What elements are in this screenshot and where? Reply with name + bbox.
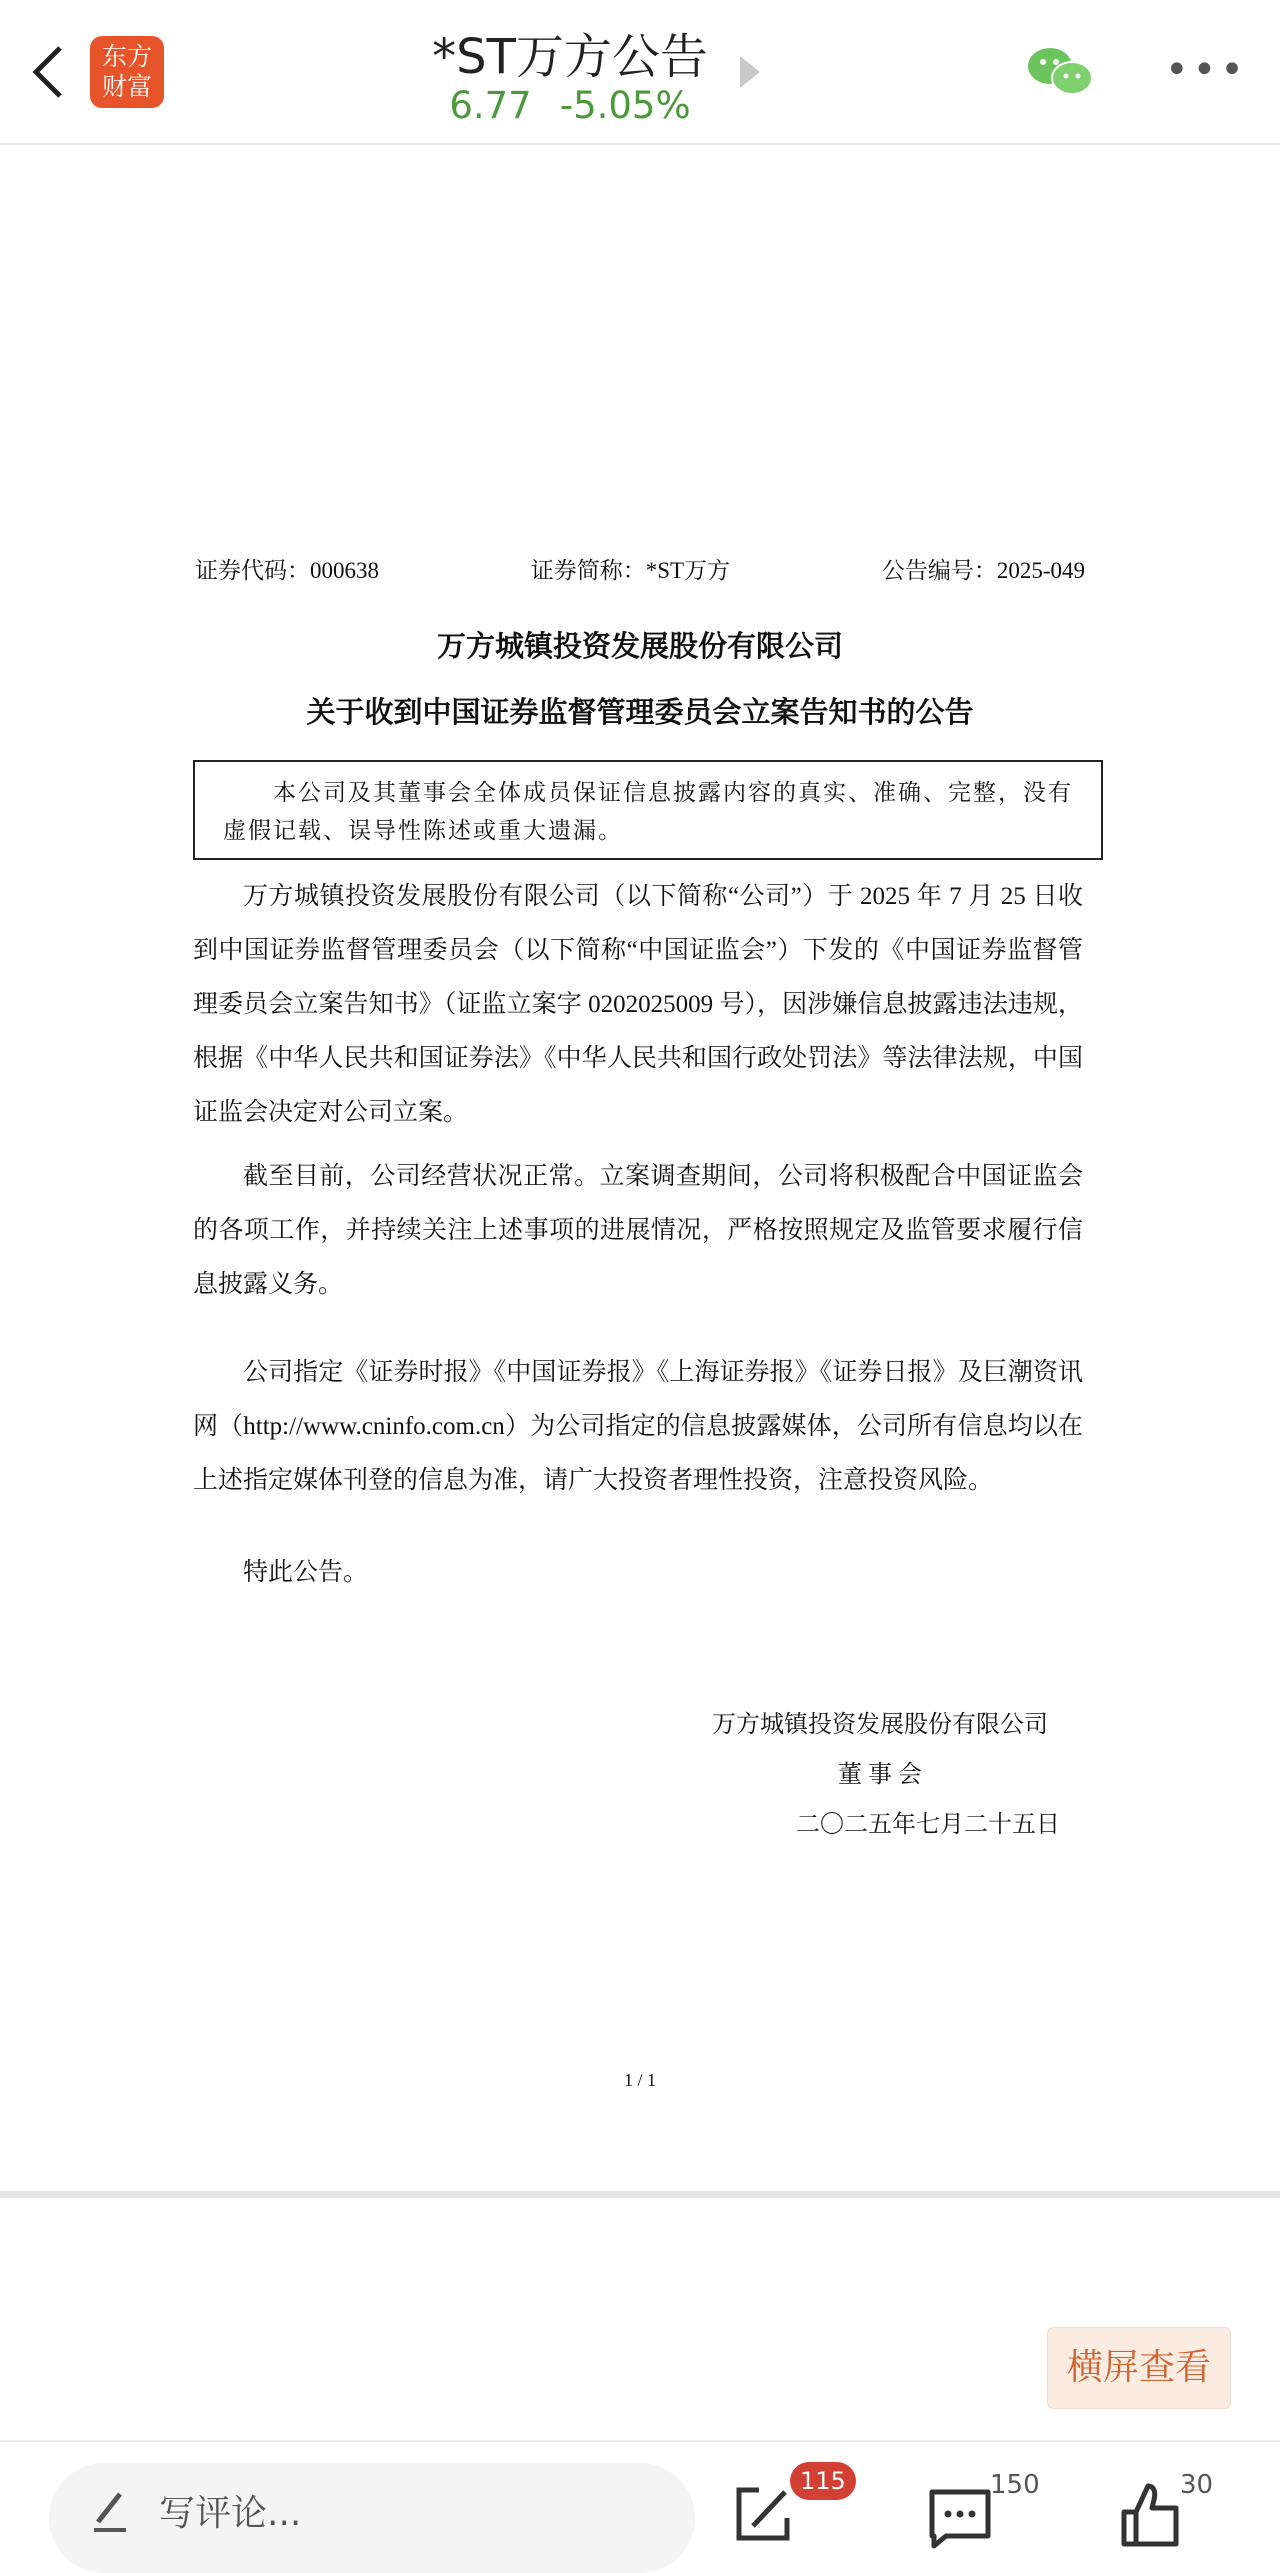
pencil-icon xyxy=(90,2488,134,2532)
divider xyxy=(0,2440,1280,2442)
notice-number: 公告编号：2025-049 xyxy=(881,558,1085,583)
share-icon[interactable] xyxy=(733,2484,793,2544)
app-logo xyxy=(90,36,164,108)
signature-board: 董 事 会 xyxy=(838,1762,922,1788)
wechat-share-icon[interactable] xyxy=(1024,44,1096,100)
paragraph: 截至目前，公司经营状况正常。立案调查期间，公司将积极配合中国证监会的各项工作，并持续关注上述事项的进展情况，严格按照规定及监管要求履行信息披露义务。 xyxy=(193,1163,1083,1298)
paragraph: 特此公告。 xyxy=(243,1559,369,1586)
comment-count: 150 xyxy=(990,2470,1040,2500)
signature xyxy=(690,1700,1070,1850)
divider xyxy=(0,2191,1280,2198)
like-icon[interactable] xyxy=(1120,2480,1184,2548)
stock-code: 证券代码：000638 xyxy=(195,558,379,583)
paragraph: 公司指定《证券时报》《中国证券报》《上海证券报》《证券日报》及巨潮资讯网（http://www.cninfo.com.cn）为公司指定的信息披露媒体，公司所有信息均以在上述指定媒体刊登的信息为准，请广大投资者理性投资，注意投资风险。 xyxy=(193,1359,1083,1494)
back-arrow-icon[interactable] xyxy=(28,42,68,102)
stock-price: 6.77 xyxy=(449,84,532,127)
landscape-view-button[interactable]: 横屏查看 xyxy=(1047,2327,1231,2409)
disclaimer-box: 本公司及其董事会全体成员保证信息披露内容的真实、准确、完整，没有虚假记载、误导性陈述或重大遗漏。 xyxy=(193,760,1103,860)
comment-input[interactable]: 写评论... xyxy=(49,2463,695,2573)
like-count: 30 xyxy=(1180,2470,1214,2500)
stock-short-name: 证券简称：*ST万方 xyxy=(530,558,731,583)
logo-text-top: 东方 xyxy=(101,42,152,71)
paragraph: 万方城镇投资发展股份有限公司（以下简称“公司”）于 2025 年 7 月 25 日收到中国证券监督管理委员会（以下简称“中国证监会”）下发的《中国证券监督管理委员会立案告知书》（证监立案字 0202025009 号），因涉嫌信息披露违法违规，根据《中华人民共和国证券法》《中华人民共和国行政处罚法》等法律法规，中国证监会决定对公司立案。 xyxy=(193,883,1083,1126)
document-meta xyxy=(195,552,1085,585)
signature-date: 二〇二五年七月二十五日 xyxy=(796,1812,1060,1838)
company-name: 万方城镇投资发展股份有限公司 xyxy=(436,629,843,663)
page-title: *ST万方公告 xyxy=(432,29,708,85)
comment-icon[interactable] xyxy=(928,2488,992,2550)
more-options-icon[interactable]: ••• xyxy=(1165,47,1248,93)
share-count-badge: 115 xyxy=(790,2462,856,2500)
page-number: 1 / 1 xyxy=(623,2070,656,2090)
logo-text-bottom: 财富 xyxy=(101,72,152,101)
stock-quote xyxy=(340,84,800,127)
stock-change: -5.05% xyxy=(559,84,691,127)
top-bar xyxy=(0,0,1280,145)
document-title: 关于收到中国证券监督管理委员会立案告知书的公告 xyxy=(306,695,974,729)
signature-company: 万方城镇投资发展股份有限公司 xyxy=(712,1712,1048,1738)
